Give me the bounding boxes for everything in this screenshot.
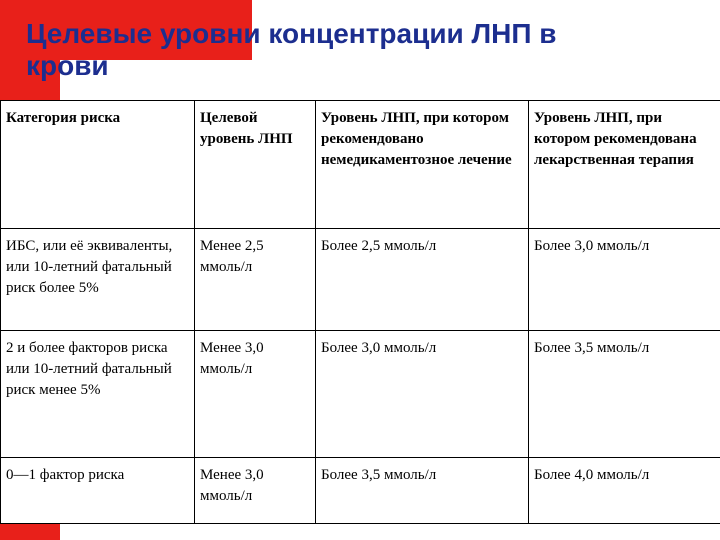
cell-text: 2 и более факторов риска или 10-летний фатальный риск менее 5% [6, 340, 172, 398]
cell-nondrug-threshold [316, 458, 529, 524]
cell-text: Менее 3,0 ммоль/л [200, 340, 264, 377]
header-cell-text: Уровень ЛНП, при котором рекомендовано немедикаментозное лечение [321, 110, 512, 168]
cell-nondrug-threshold [316, 331, 529, 458]
cell-text: Более 3,0 ммоль/л [534, 238, 650, 254]
table-row [1, 229, 720, 331]
cell-risk-category [1, 229, 195, 331]
cell-text: Более 3,5 ммоль/л [534, 340, 650, 356]
cell-drug-threshold [529, 229, 720, 331]
cell-text: Более 4,0 ммоль/л [534, 467, 650, 483]
ldl-target-table [0, 100, 720, 524]
header-cell-text: Категория риска [6, 110, 121, 126]
cell-text: Более 2,5 ммоль/л [321, 238, 437, 254]
table-row [1, 331, 720, 458]
cell-target-level [195, 458, 316, 524]
table-row [1, 458, 720, 524]
header-cell-text: Уровень ЛНП, при котором рекомендована лекарственная терапия [534, 110, 697, 168]
red-accent-bottom [0, 522, 60, 540]
cell-text: Менее 2,5 ммоль/л [200, 238, 264, 275]
cell-text: 0—1 фактор риска [6, 467, 125, 483]
cell-text: Более 3,0 ммоль/л [321, 340, 437, 356]
table-header-row [1, 101, 720, 229]
cell-target-level [195, 331, 316, 458]
cell-risk-category [1, 458, 195, 524]
cell-target-level [195, 229, 316, 331]
slide-title: Целевые уровни концентрации ЛНП в крови [26, 18, 557, 81]
header-risk-category [1, 101, 195, 229]
cell-nondrug-threshold [316, 229, 529, 331]
cell-text: ИБС, или её эквиваленты, или 10-летний фатальный риск более 5% [6, 238, 173, 296]
cell-drug-threshold [529, 331, 720, 458]
header-cell-text: Целевой уровень ЛНП [200, 110, 293, 147]
header-drug-threshold [529, 101, 720, 229]
cell-text: Менее 3,0 ммоль/л [200, 467, 264, 504]
cell-drug-threshold [529, 458, 720, 524]
cell-text: Более 3,5 ммоль/л [321, 467, 437, 483]
cell-risk-category [1, 331, 195, 458]
header-nondrug-threshold [316, 101, 529, 229]
header-target-level [195, 101, 316, 229]
